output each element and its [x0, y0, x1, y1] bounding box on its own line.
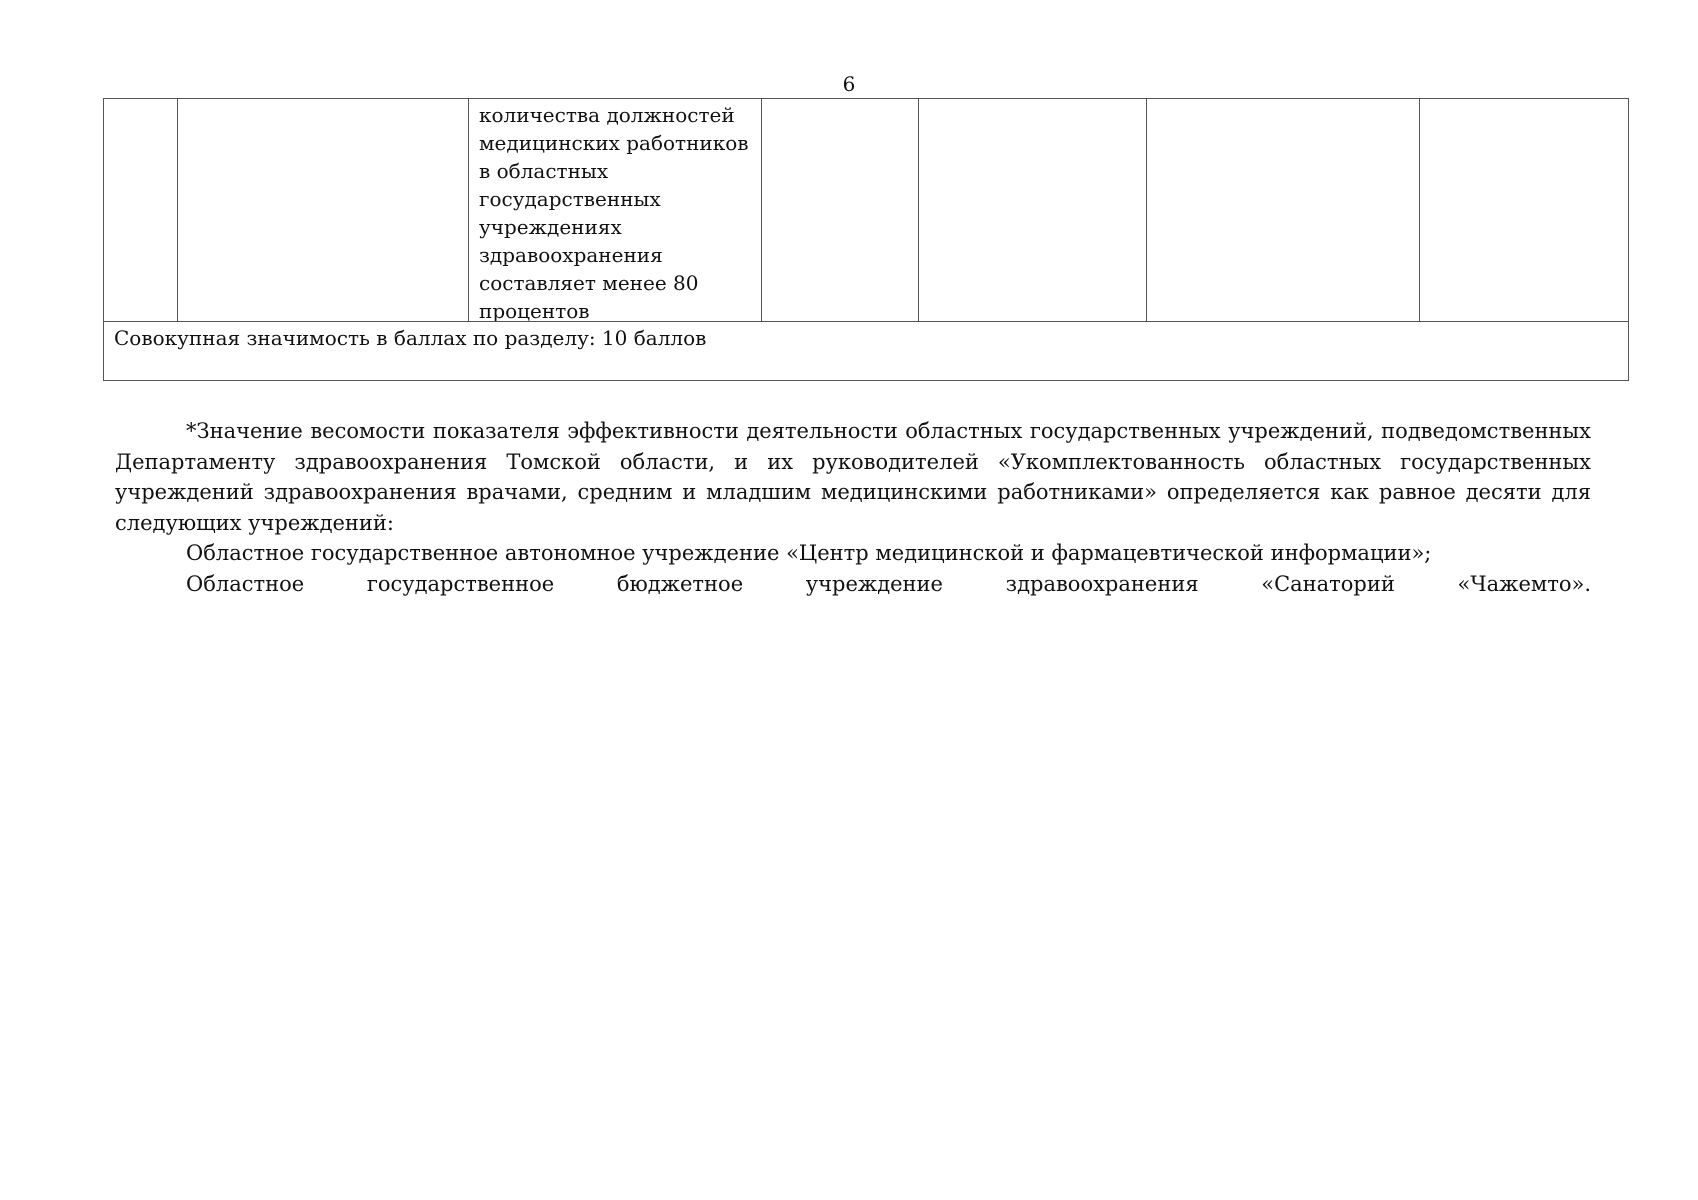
table-total-row: [104, 322, 1629, 381]
footnote-institution-item: Областное государственное автономное учреждение «Центр медицинской и фармацевтической информации»;: [186, 541, 1432, 565]
page-number: 6: [842, 72, 856, 96]
table-cell-indicator: [178, 99, 469, 322]
table-cell-criteria: [469, 99, 762, 322]
footnote: [115, 416, 1591, 599]
table-row: [104, 99, 1629, 322]
table-cell-number: [104, 99, 178, 322]
footnote-paragraph: *Значение весомости показателя эффективности деятельности областных государственных учреждений, подведомственных Департаменту здравоохранения Томской области, и их руководителей «Укомплектованность областных государственных учреждений здравоохранения врачами, средним и младшим медицинскими работниками» определяется как равное десяти для следующих учреждений:: [115, 419, 1591, 535]
section-total-text: Совокупная значимость в баллах по разделу: 10 баллов: [104, 322, 1629, 381]
table-cell-empty: [1147, 99, 1420, 322]
table-cell-empty: [762, 99, 919, 322]
footnote-institution-item: Областное государственное бюджетное учреждение здравоохранения «Санаторий «Чажемто».: [186, 571, 1591, 596]
criteria-continuation-text: количества должностей медицинских работников в областных государственных учреждениях здравоохранения составляет менее 80 процентов: [479, 103, 749, 321]
table-cell-empty: [1420, 99, 1629, 322]
indicator-table: [103, 98, 1629, 381]
table-cell-empty: [919, 99, 1147, 322]
